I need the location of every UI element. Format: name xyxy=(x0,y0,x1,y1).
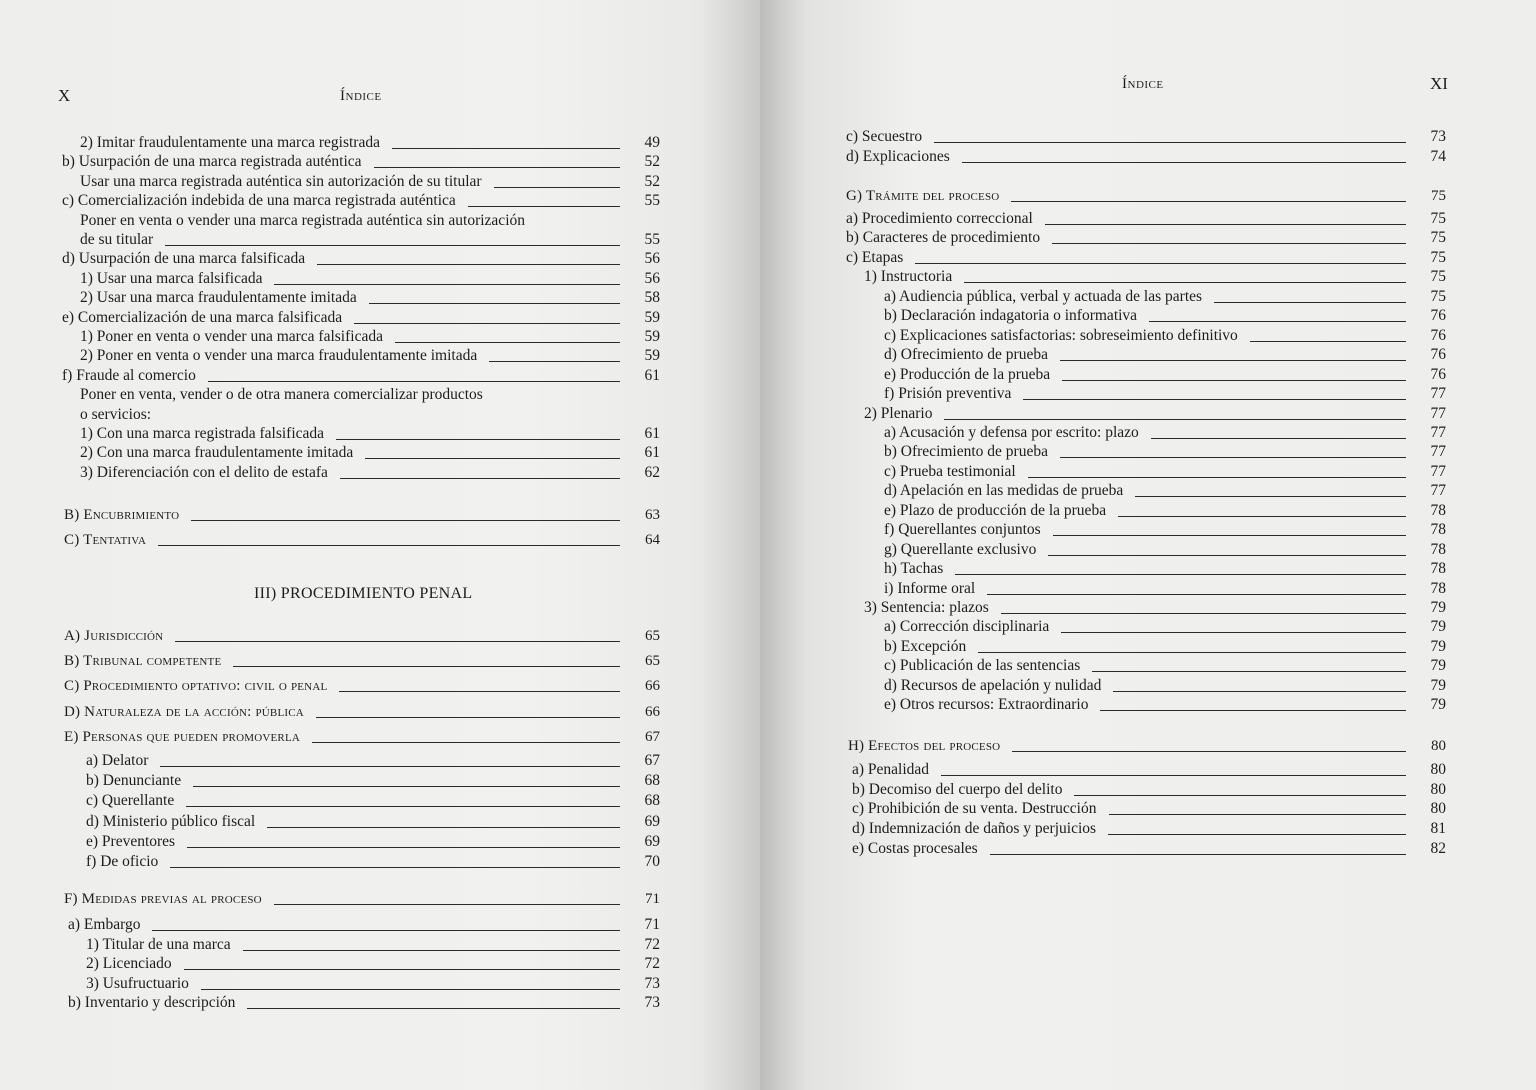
leader-line xyxy=(267,827,620,828)
leader-line xyxy=(365,458,620,459)
leader-line xyxy=(369,303,620,304)
toc-entry xyxy=(884,500,1446,520)
leader-line xyxy=(978,652,1406,653)
toc-entry-label: a) Acusación y defensa por escrito: plazo xyxy=(884,423,1139,441)
leader-line xyxy=(312,742,620,743)
toc-entry-page: 77 xyxy=(1430,482,1446,500)
section-entry xyxy=(846,185,1446,205)
toc-entry-label: e) Comercialización de una marca falsificada xyxy=(62,308,343,326)
toc-entry xyxy=(884,694,1446,714)
toc-entry-label: d) Recursos de apelación y nulidad xyxy=(884,676,1102,694)
leader-line xyxy=(1048,555,1406,556)
toc-entry-label: 3) Sentencia: plazos xyxy=(864,599,989,616)
leader-line xyxy=(191,520,620,521)
toc-entry xyxy=(884,383,1446,403)
toc-entry-page: 81 xyxy=(1430,820,1446,838)
toc-entry xyxy=(80,423,660,443)
toc-entry xyxy=(884,305,1446,325)
page-number: XI xyxy=(1430,74,1448,93)
toc-entry xyxy=(884,422,1446,442)
toc-entry-label: 1) Titular de una marca xyxy=(86,935,231,953)
toc-entry xyxy=(62,365,660,385)
toc-entry-label: f) Querellantes conjuntos xyxy=(884,521,1041,539)
toc-entry-page: 79 xyxy=(1430,676,1446,694)
toc-entry-page: 67 xyxy=(644,752,660,769)
toc-entry-page: 77 xyxy=(1430,443,1446,461)
toc-entry xyxy=(86,811,660,831)
toc-entry-label: 2) Imitar fraudulentamente una marca registrada xyxy=(80,134,380,151)
toc-entry-page: 73 xyxy=(644,994,660,1012)
section-entry xyxy=(64,529,660,549)
toc-entry-page: 62 xyxy=(644,463,660,481)
leader-line xyxy=(152,930,620,931)
toc-entry xyxy=(86,851,660,871)
toc-entry-label: c) Querellante xyxy=(86,792,175,810)
toc-entry-page: 80 xyxy=(1431,738,1446,754)
toc-entry-label: b) Ofrecimiento de prueba xyxy=(884,443,1048,461)
leader-line xyxy=(1135,496,1406,497)
toc-entry xyxy=(86,790,660,810)
leader-line xyxy=(158,545,620,546)
toc-entry-page: 74 xyxy=(1430,147,1446,165)
toc-entry-label: i) Informe oral xyxy=(884,579,976,597)
toc-entry-page: 78 xyxy=(1430,579,1446,597)
toc-entry-page: 52 xyxy=(644,153,660,171)
leader-line xyxy=(1062,380,1406,381)
toc-entry xyxy=(68,914,660,934)
leader-line xyxy=(316,717,620,718)
toc-entry-label: 1) Usar una marca falsificada xyxy=(80,269,263,287)
toc-entry-page: 79 xyxy=(1430,618,1446,636)
leader-line xyxy=(987,594,1406,595)
toc-entry xyxy=(62,307,660,327)
leader-line xyxy=(354,323,620,324)
toc-entry-page: 75 xyxy=(1430,287,1446,305)
toc-entry xyxy=(80,287,660,307)
leader-line xyxy=(1052,243,1406,244)
toc-entry-page: 61 xyxy=(644,425,660,442)
leader-line xyxy=(955,574,1406,575)
leader-line xyxy=(175,641,620,642)
toc-entry xyxy=(80,442,660,462)
leader-line xyxy=(1108,834,1406,835)
toc-entry-label: a) Embargo xyxy=(68,916,141,933)
toc-entry-page: 56 xyxy=(644,269,660,287)
toc-entry-page: 59 xyxy=(644,347,660,365)
toc-entry-label: C) Tentativa xyxy=(64,532,147,548)
leader-line xyxy=(1012,751,1406,752)
leader-line xyxy=(1061,632,1406,633)
toc-entry-label: 3) Diferenciación con el delito de estafa xyxy=(80,463,328,481)
toc-entry xyxy=(852,838,1446,858)
toc-entry-label: c) Secuestro xyxy=(846,128,923,145)
section-entry xyxy=(64,888,660,908)
toc-entry-label: d) Indemnización de daños y perjuicios xyxy=(852,820,1097,838)
leader-line xyxy=(1023,399,1406,400)
section-entry xyxy=(64,504,660,524)
toc-entry-page: 75 xyxy=(1430,248,1446,266)
toc-entry-page: 55 xyxy=(644,192,660,210)
toc-entry xyxy=(884,344,1446,364)
leader-line xyxy=(494,187,620,188)
leader-line xyxy=(187,847,620,848)
toc-entry xyxy=(846,146,1446,166)
leader-line xyxy=(1100,710,1406,711)
leader-line xyxy=(160,766,620,767)
toc-entry-page: 73 xyxy=(644,974,660,992)
toc-entry xyxy=(884,461,1446,481)
toc-entry-label: C) Procedimiento optativo: civil o penal xyxy=(64,678,328,695)
toc-entry-page: 71 xyxy=(644,916,660,933)
toc-entry-page: 75 xyxy=(1430,268,1446,286)
toc-entry xyxy=(80,384,660,404)
running-head: Índice xyxy=(340,88,382,104)
toc-entry-label: e) Plazo de producción de la prueba xyxy=(884,501,1107,519)
toc-entry-label: 1) Poner en venta o vender una marca falsificada xyxy=(80,328,383,345)
page-number: X xyxy=(58,86,71,105)
toc-entry-label: H) Efectos del proceso xyxy=(848,738,1001,754)
toc-entry xyxy=(846,126,1446,146)
toc-entry xyxy=(884,578,1446,598)
toc-entry xyxy=(884,675,1446,695)
toc-entry xyxy=(884,364,1446,384)
leader-line xyxy=(1074,795,1406,796)
toc-entry-page: 80 xyxy=(1430,800,1446,818)
leader-line xyxy=(233,666,620,667)
leader-line xyxy=(1028,477,1406,478)
toc-entry-label: a) Procedimiento correccional xyxy=(846,210,1033,227)
toc-entry-label: 2) Poner en venta o vender una marca fraudulentamente imitada xyxy=(80,347,478,365)
section-entry xyxy=(64,701,660,721)
toc-entry-page: 79 xyxy=(1430,696,1446,714)
toc-entry xyxy=(884,616,1446,636)
leader-line xyxy=(317,264,620,265)
toc-entry-page: 61 xyxy=(644,366,660,384)
toc-entry-label: Poner en venta o vender una marca registrada auténtica sin autorización xyxy=(80,211,525,229)
toc-entry-page: 64 xyxy=(645,532,660,548)
toc-entry-label: c) Etapas xyxy=(846,248,904,266)
toc-entry xyxy=(80,132,660,152)
toc-entry-label: B) Tribunal competente xyxy=(64,653,222,670)
toc-entry-page: 77 xyxy=(1430,423,1446,441)
toc-entry-label: d) Ministerio público fiscal xyxy=(86,812,256,830)
toc-entry xyxy=(864,266,1446,286)
toc-entry-label: G) Trámite del proceso xyxy=(846,188,1000,204)
toc-entry-page: 59 xyxy=(644,308,660,326)
toc-entry-page: 65 xyxy=(645,628,660,644)
toc-entry-label: 2) Con una marca fraudulentamente imitada xyxy=(80,444,354,462)
toc-entry-page: 77 xyxy=(1430,385,1446,403)
toc-entry-label: f) De oficio xyxy=(86,853,159,870)
toc-entry xyxy=(852,779,1446,799)
toc-entry xyxy=(80,229,660,249)
toc-entry-label: c) Prohibición de su venta. Destrucción xyxy=(852,800,1097,818)
toc-entry-page: 66 xyxy=(645,678,660,695)
toc-entry-label: a) Delator xyxy=(86,752,149,769)
toc-entry xyxy=(884,441,1446,461)
toc-entry-page: 58 xyxy=(644,289,660,307)
leader-line xyxy=(339,691,620,692)
toc-entry-label: g) Querellante exclusivo xyxy=(884,540,1037,558)
toc-entry-page: 78 xyxy=(1430,560,1446,578)
toc-entry-label: 2) Usar una marca fraudulentamente imitada xyxy=(80,289,357,307)
section-entry xyxy=(64,650,660,670)
toc-entry xyxy=(62,248,660,268)
leader-line xyxy=(193,786,620,787)
toc-entry xyxy=(62,190,660,210)
toc-entry-label: c) Prueba testimonial xyxy=(884,462,1016,480)
leader-line xyxy=(208,381,620,382)
toc-entry-page: 55 xyxy=(644,231,660,248)
toc-entry xyxy=(80,462,660,482)
toc-entry-page: 76 xyxy=(1430,326,1446,344)
leader-line xyxy=(915,263,1406,264)
toc-entry-page: 61 xyxy=(644,444,660,462)
leader-line xyxy=(944,419,1406,420)
toc-entry xyxy=(80,210,660,230)
toc-entry-page: 66 xyxy=(645,703,660,720)
toc-entry xyxy=(852,818,1446,838)
toc-entry-page: 75 xyxy=(1430,229,1446,247)
toc-entry xyxy=(80,171,660,191)
toc-entry-label: D) Naturaleza de la acción: pública xyxy=(64,703,304,720)
toc-entry xyxy=(864,597,1446,617)
toc-entry-label: b) Excepción xyxy=(884,637,967,655)
toc-entry-label: d) Usurpación de una marca falsificada xyxy=(62,250,306,268)
toc-entry-page: 76 xyxy=(1430,346,1446,364)
leader-line xyxy=(243,950,620,951)
toc-entry-label: a) Penalidad xyxy=(852,761,930,778)
toc-entry-label: Usar una marca registrada auténtica sin autorización de su titular xyxy=(80,172,482,190)
toc-entry-label: b) Usurpación de una marca registrada auténtica xyxy=(62,153,362,171)
leader-line xyxy=(990,854,1406,855)
leader-line xyxy=(489,361,620,362)
left-page xyxy=(0,0,760,1090)
leader-line xyxy=(170,867,620,868)
toc-entry xyxy=(884,558,1446,578)
toc-entry xyxy=(86,934,660,954)
toc-entry-page: 79 xyxy=(1430,599,1446,616)
toc-entry xyxy=(80,345,660,365)
toc-entry-label: 2) Plenario xyxy=(864,404,933,422)
toc-entry-page: 56 xyxy=(644,250,660,268)
leader-line xyxy=(374,167,620,168)
leader-line xyxy=(392,148,620,149)
toc-entry-label: h) Tachas xyxy=(884,560,944,578)
leader-line xyxy=(274,284,620,285)
toc-entry-label: a) Audiencia pública, verbal y actuada de las partes xyxy=(884,287,1203,305)
right-page xyxy=(760,0,1536,1090)
toc-entry-page: 79 xyxy=(1430,637,1446,655)
toc-entry-page: 72 xyxy=(644,955,660,973)
toc-entry-page: 72 xyxy=(644,935,660,953)
toc-entry-label: de su titular xyxy=(80,231,154,248)
toc-entry-page: 52 xyxy=(644,172,660,190)
toc-entry-label: e) Preventores xyxy=(86,832,176,850)
leader-line xyxy=(1109,814,1407,815)
toc-entry xyxy=(884,519,1446,539)
leader-line xyxy=(1060,360,1406,361)
toc-entry-page: 71 xyxy=(645,891,660,907)
toc-entry-label: o servicios: xyxy=(80,405,152,423)
toc-entry xyxy=(62,151,660,171)
toc-entry xyxy=(846,227,1446,247)
toc-entry-page: 63 xyxy=(645,507,660,523)
section-entry xyxy=(848,735,1446,755)
toc-entry xyxy=(80,404,660,424)
toc-entry-label: 1) Instructoria xyxy=(864,268,953,286)
toc-entry-label: d) Ofrecimiento de prueba xyxy=(884,346,1048,364)
toc-entry-page: 69 xyxy=(644,812,660,830)
toc-entry xyxy=(884,286,1446,306)
leader-line xyxy=(962,162,1406,163)
toc-entry xyxy=(884,539,1446,559)
toc-entry-label: A) Jurisdicción xyxy=(64,628,164,644)
leader-line xyxy=(1151,438,1406,439)
leader-line xyxy=(184,969,620,970)
section-entry xyxy=(64,675,660,695)
toc-entry-label: e) Producción de la prueba xyxy=(884,365,1051,383)
toc-entry xyxy=(68,992,660,1012)
toc-entry xyxy=(884,636,1446,656)
leader-line xyxy=(395,342,620,343)
leader-line xyxy=(1045,224,1406,225)
toc-entry-page: 65 xyxy=(645,653,660,670)
section-entry xyxy=(64,625,660,645)
toc-entry-label: a) Corrección disciplinaria xyxy=(884,618,1050,636)
toc-entry-page: 78 xyxy=(1430,540,1446,558)
toc-entry-page: 78 xyxy=(1430,521,1446,539)
toc-entry-page: 76 xyxy=(1430,365,1446,383)
leader-line xyxy=(1053,535,1406,536)
toc-entry-page: 68 xyxy=(644,772,660,790)
toc-entry-label: c) Publicación de las sentencias xyxy=(884,657,1081,675)
toc-entry-page: 80 xyxy=(1430,780,1446,798)
leader-line xyxy=(1250,341,1406,342)
toc-entry-label: b) Inventario y descripción xyxy=(68,994,236,1012)
toc-entry-label: 1) Con una marca registrada falsificada xyxy=(80,425,325,442)
toc-entry-page: 59 xyxy=(644,328,660,345)
part-heading: III) PROCEDIMIENTO PENAL xyxy=(254,585,473,602)
toc-entry xyxy=(846,208,1446,228)
toc-entry-label: d) Apelación en las medidas de prueba xyxy=(884,482,1124,500)
toc-entry xyxy=(884,655,1446,675)
toc-entry-label: 3) Usufructuario xyxy=(86,974,189,992)
toc-entry-label: b) Decomiso del cuerpo del delito xyxy=(852,780,1063,798)
toc-entry-page: 75 xyxy=(1431,188,1446,204)
toc-entry-page: 76 xyxy=(1430,307,1446,325)
toc-entry-page: 78 xyxy=(1430,501,1446,519)
toc-entry-label: e) Otros recursos: Extraordinario xyxy=(884,696,1089,714)
toc-entry-page: 68 xyxy=(644,792,660,810)
toc-entry-label: B) Encubrimiento xyxy=(64,507,180,523)
toc-entry-label: Poner en venta, vender o de otra manera comercializar productos xyxy=(80,386,483,404)
running-head: Índice xyxy=(1122,76,1164,92)
toc-entry-page: 80 xyxy=(1430,761,1446,778)
leader-line xyxy=(941,775,1406,776)
leader-line xyxy=(1060,457,1406,458)
toc-entry xyxy=(852,798,1446,818)
leader-line xyxy=(964,282,1406,283)
toc-entry-page: 67 xyxy=(645,728,660,745)
toc-entry-page: 82 xyxy=(1430,839,1446,857)
toc-entry-label: 2) Licenciado xyxy=(86,955,172,973)
leader-line xyxy=(934,142,1406,143)
toc-entry-label: d) Explicaciones xyxy=(846,147,950,165)
toc-entry-label: b) Caracteres de procedimiento xyxy=(846,229,1041,247)
leader-line xyxy=(468,206,620,207)
toc-entry-page: 79 xyxy=(1430,657,1446,675)
toc-entry-page: 69 xyxy=(644,832,660,850)
leader-line xyxy=(274,904,620,905)
toc-entry xyxy=(846,247,1446,267)
leader-line xyxy=(1214,302,1406,303)
toc-entry-page: 77 xyxy=(1430,404,1446,422)
toc-entry xyxy=(80,268,660,288)
leader-line xyxy=(1011,201,1406,202)
leader-line xyxy=(340,478,620,479)
toc-entry-label: e) Costas procesales xyxy=(852,839,978,857)
leader-line xyxy=(247,1008,620,1009)
toc-entry xyxy=(86,770,660,790)
toc-entry xyxy=(884,480,1446,500)
toc-entry xyxy=(86,831,660,851)
leader-line xyxy=(186,806,620,807)
section-entry xyxy=(64,726,660,746)
toc-entry xyxy=(86,953,660,973)
leader-line xyxy=(1118,516,1406,517)
toc-entry-label: b) Denunciante xyxy=(86,772,182,790)
toc-entry-page: 75 xyxy=(1430,210,1446,227)
toc-entry xyxy=(852,759,1446,779)
toc-entry-page: 73 xyxy=(1430,128,1446,145)
toc-entry-page: 77 xyxy=(1430,462,1446,480)
toc-entry-label: c) Explicaciones satisfactorias: sobreseimiento definitivo xyxy=(884,326,1238,344)
leader-line xyxy=(1113,691,1406,692)
toc-entry-page: 70 xyxy=(644,853,660,870)
toc-entry-label: f) Prisión preventiva xyxy=(884,385,1012,403)
toc-entry xyxy=(884,325,1446,345)
toc-entry xyxy=(864,403,1446,423)
toc-entry-label: b) Declaración indagatoria o informativa xyxy=(884,307,1138,325)
toc-entry-page: 49 xyxy=(644,134,660,151)
toc-entry xyxy=(86,750,660,770)
leader-line xyxy=(165,245,620,246)
toc-entry xyxy=(80,326,660,346)
toc-entry-label: E) Personas que pueden promoverla xyxy=(64,728,301,745)
toc-entry-label: f) Fraude al comercio xyxy=(62,366,196,384)
leader-line xyxy=(1092,671,1406,672)
leader-line xyxy=(201,989,620,990)
toc-entry-label: c) Comercialización indebida de una marca registrada auténtica xyxy=(62,192,456,210)
leader-line xyxy=(336,439,620,440)
leader-line xyxy=(1001,613,1406,614)
toc-entry-label: F) Medidas previas al proceso xyxy=(64,891,262,907)
toc-entry xyxy=(86,973,660,993)
leader-line xyxy=(1149,321,1406,322)
